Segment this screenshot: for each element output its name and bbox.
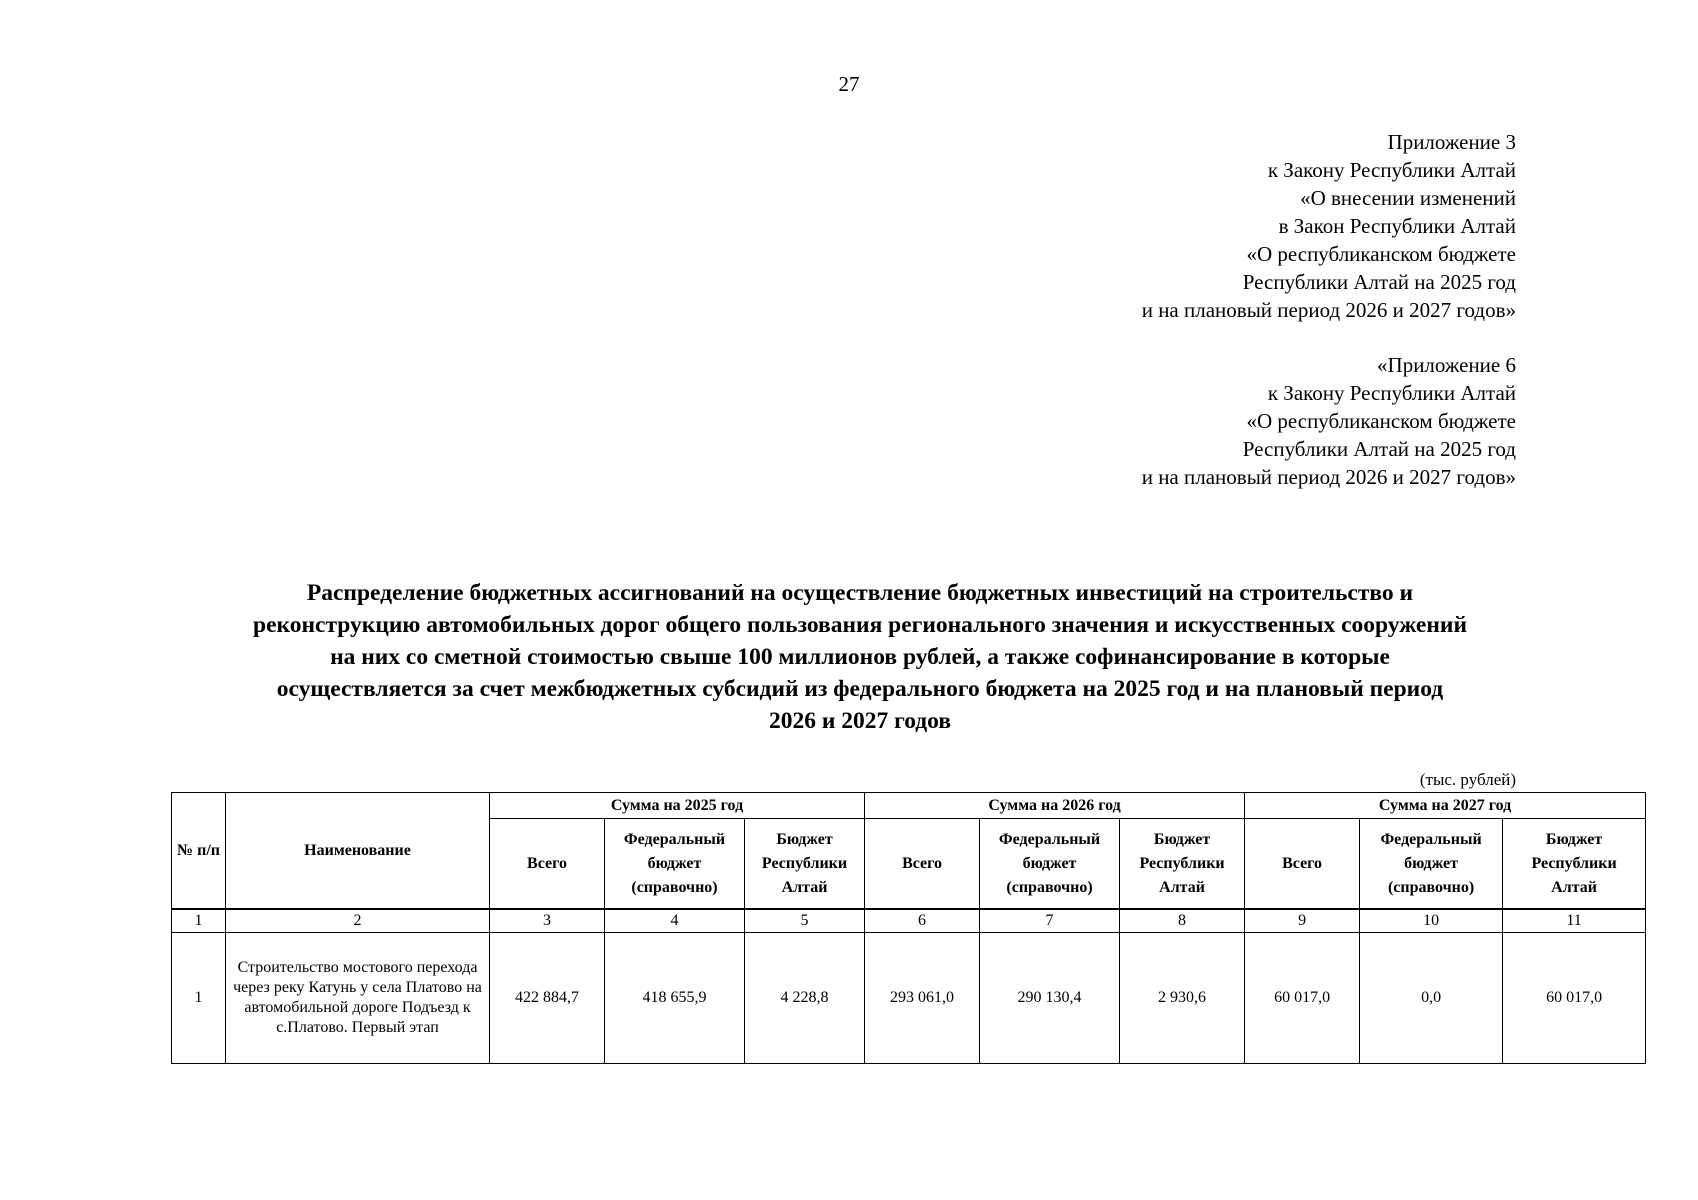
column-number: 4 (605, 909, 745, 933)
cell-2027-total: 60 017,0 (1245, 933, 1360, 1064)
header-total: Всего (1245, 819, 1360, 910)
column-number: 11 (1503, 909, 1646, 933)
cell-2025-regional: 4 228,8 (745, 933, 865, 1064)
appendix-1-line: к Закону Республики Алтай (1267, 158, 1516, 182)
header-total: Всего (490, 819, 605, 910)
column-number: 5 (745, 909, 865, 933)
title-line: осуществляется за счет межбюджетных субсидий из федерального бюджета на 2025 год и на плановый период (276, 676, 1444, 702)
table-row (172, 933, 1646, 1064)
cell-2026-regional: 2 930,6 (1120, 933, 1245, 1064)
header-number: № п/п (172, 793, 226, 910)
column-number: 8 (1120, 909, 1245, 933)
header-year-2025: Сумма на 2025 год (490, 793, 865, 819)
appendix-header-1 (1142, 128, 1516, 324)
table-header-row (172, 793, 1646, 819)
column-number: 9 (1245, 909, 1360, 933)
appendix-1-line: и на плановый период 2026 и 2027 годов» (1141, 298, 1516, 322)
column-number: 2 (226, 909, 490, 933)
budget-table (171, 792, 1646, 1064)
header-total: Всего (865, 819, 980, 910)
appendix-1-line: в Закон Республики Алтай (1278, 214, 1516, 238)
header-federal: Федеральный бюджет (справочно) (980, 819, 1120, 910)
header-federal: Федеральный бюджет (справочно) (1360, 819, 1503, 910)
header-regional: Бюджет Республики Алтай (745, 819, 865, 910)
title-line: на них со сметной стоимостью свыше 100 миллионов рублей, а также софинансирование в которые (330, 644, 1390, 670)
appendix-1-line: «О внесении изменений (1300, 186, 1516, 210)
header-year-2027: Сумма на 2027 год (1245, 793, 1646, 819)
header-year-2026: Сумма на 2026 год (865, 793, 1245, 819)
appendix-header-2 (1142, 351, 1516, 491)
header-name: Наименование (226, 793, 490, 910)
row-number: 1 (172, 933, 226, 1064)
appendix-1-line: Приложение 3 (1387, 130, 1516, 154)
document-title (160, 577, 1560, 737)
header-federal: Федеральный бюджет (справочно) (605, 819, 745, 910)
units-label: (тыс. рублей) (1419, 770, 1516, 789)
title-line: Распределение бюджетных ассигнований на осуществление бюджетных инвестиций на строительство и (306, 580, 1414, 606)
appendix-1-line: Республики Алтай на 2025 год (1242, 270, 1516, 294)
column-number: 3 (490, 909, 605, 933)
column-number: 6 (865, 909, 980, 933)
column-number: 7 (980, 909, 1120, 933)
column-number: 1 (172, 909, 226, 933)
title-line: 2026 и 2027 годов (768, 708, 952, 734)
cell-2026-total: 293 061,0 (865, 933, 980, 1064)
column-number: 10 (1360, 909, 1503, 933)
row-name: Строительство мостового перехода через реку Катунь у села Платово на автомобильной дороге Подъезд к с.Платово. Первый этап (226, 933, 490, 1064)
appendix-2-line: «Приложение 6 (1377, 353, 1516, 377)
appendix-2-line: Республики Алтай на 2025 год (1242, 437, 1516, 461)
appendix-2-line: к Закону Республики Алтай (1267, 381, 1516, 405)
appendix-2-line: «О республиканском бюджете (1246, 409, 1516, 433)
header-regional: Бюджет Республики Алтай (1120, 819, 1245, 910)
appendix-2-line: и на плановый период 2026 и 2027 годов» (1141, 465, 1516, 489)
title-line: реконструкцию автомобильных дорог общего пользования регионального значения и искусственных сооружений (253, 612, 1467, 638)
cell-2026-federal: 290 130,4 (980, 933, 1120, 1064)
appendix-1-line: «О республиканском бюджете (1246, 242, 1516, 266)
header-regional: Бюджет Республики Алтай (1503, 819, 1646, 910)
page-number: 27 (838, 72, 860, 96)
cell-2025-total: 422 884,7 (490, 933, 605, 1064)
cell-2025-federal: 418 655,9 (605, 933, 745, 1064)
column-number-row (172, 909, 1646, 933)
cell-2027-federal: 0,0 (1360, 933, 1503, 1064)
cell-2027-regional: 60 017,0 (1503, 933, 1646, 1064)
